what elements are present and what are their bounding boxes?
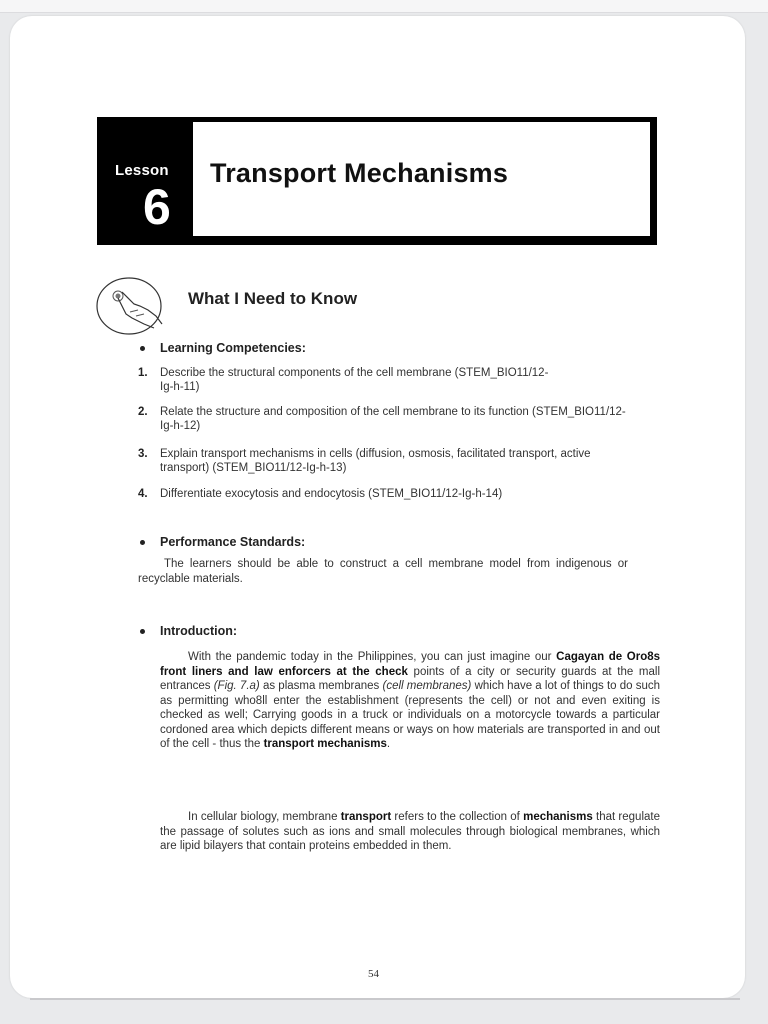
lesson-header [97, 117, 657, 245]
item-number: 1. [138, 367, 148, 379]
text-run: that regulate the passage of solutes such as ions and small molecules through biological membranes, which are lipid bilayers that contain proteins embedded in them. [160, 811, 660, 852]
item-text: Describe the structural components of the cell membrane (STEM_BIO11/12-Ig-h-11) [160, 367, 549, 393]
figure-reference: (Fig. 7.a) [213, 680, 260, 692]
competencies-heading: Learning Competencies: [160, 341, 306, 355]
lesson-label: Lesson [115, 162, 169, 179]
item-text: Relate the structure and composition of the cell membrane to its function (STEM_BIO11/12-Ig-h-12) [160, 406, 626, 432]
performance-heading: Performance Standards: [160, 535, 306, 549]
text-run: With the pandemic today in the Philippines, you can just imagine our [188, 651, 557, 663]
item-number: 2. [138, 406, 148, 418]
introduction-paragraph-2 [160, 810, 660, 854]
viewer-top-bar [0, 0, 768, 13]
lesson-number: 6 [143, 179, 171, 235]
lesson-title-box [193, 122, 650, 236]
lesson-title: Transport Mechanisms [210, 158, 509, 188]
text-run-bold: transport [340, 811, 392, 823]
text-run: as plasma membranes [259, 680, 383, 692]
item-number: 3. [138, 448, 148, 460]
text-run-bold: transport mechanisms [263, 738, 387, 750]
performance-text: The learners should be able to construct a cell membrane model from indigenous or recyclable materials. [138, 558, 628, 585]
page-bottom-edge [30, 998, 740, 1000]
item-text: Differentiate exocytosis and endocytosis (STEM_BIO11/12-Ig-h-14) [160, 488, 503, 500]
lesson-tag [97, 117, 189, 245]
introduction-heading: Introduction: [160, 624, 238, 638]
bullet-icon [140, 540, 145, 545]
text-run-italic: (cell membranes) [382, 680, 472, 692]
section-heading: What I Need to Know [188, 289, 358, 308]
bullet-icon [140, 629, 145, 634]
item-number: 4. [138, 488, 148, 500]
text-run-bold: Cagayan de Oro8s front liners and law enforcers at the check [160, 651, 661, 678]
bullet-icon [140, 346, 145, 351]
item-text: Explain transport mechanisms in cells (diffusion, osmosis, facilitated transport, active transport) (STEM_BIO11/12-Ig-h-13) [160, 448, 591, 474]
text-run: points of a city or security guards at the mall entrances [160, 665, 661, 692]
pointing-hand-icon [96, 274, 170, 338]
text-run: In cellular biology, membrane [188, 811, 341, 823]
introduction-paragraph-1 [160, 650, 660, 752]
text-run: which have a lot of things to do such as permitting who8ll enter the establishment (represents the cell) or not and even exiting is checked as well; Carrying goods in a truck or individuals on a motorcycle towards a particular cordoned area which depicts different means or ways on how materials are transported in and out of the cell - thus the [160, 680, 661, 750]
text-run: . [386, 738, 391, 750]
text-run-bold: mechanisms [523, 811, 593, 823]
page-number: 54 [368, 968, 379, 980]
text-run: refers to the collection of [391, 811, 524, 823]
